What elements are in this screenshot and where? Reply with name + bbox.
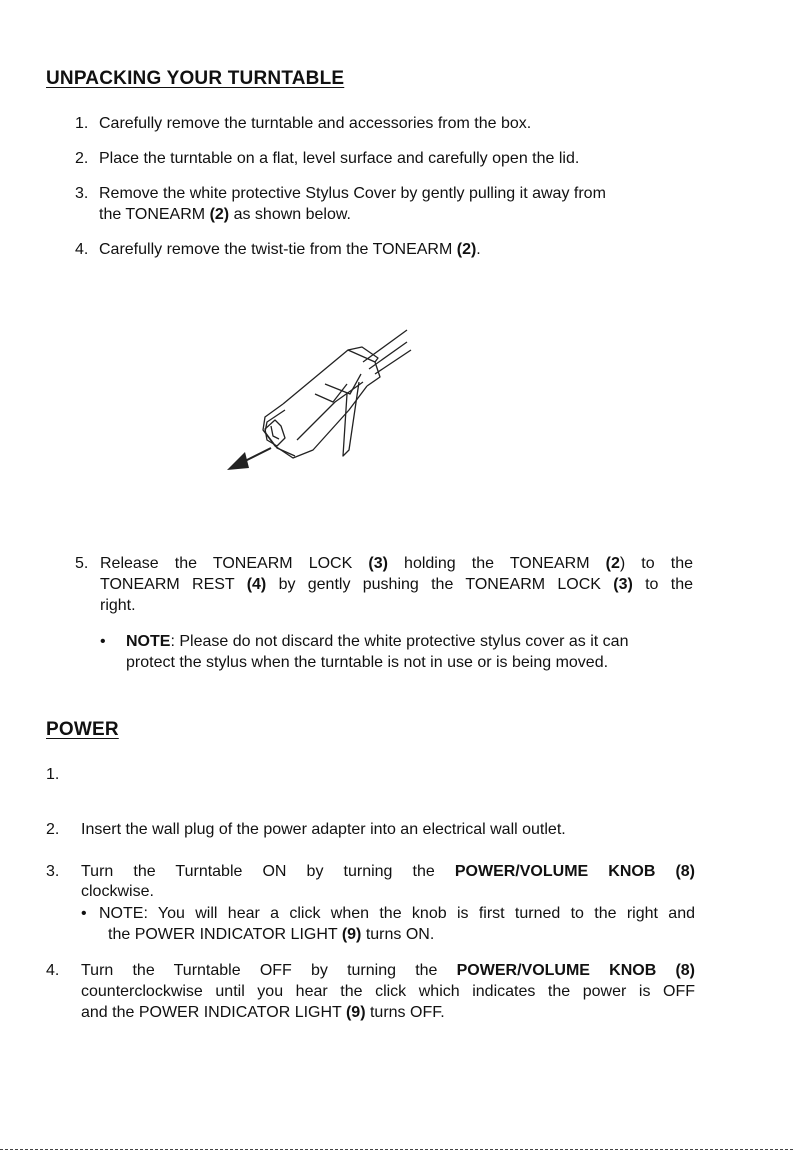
step-number: 2.: [46, 821, 60, 838]
note-line-2: protect the stylus when the turntable is not in use or is being moved.: [126, 654, 609, 671]
stylus-cover-removal-icon: [215, 322, 415, 477]
step-text-line-1: Release the TONEARM LOCK (3) holding the TONEARM (2) to the: [100, 555, 694, 572]
note-line-1: NOTE: Please do not discard the white protective stylus cover as it can: [126, 633, 629, 650]
page-bottom-rule: [0, 1149, 793, 1150]
step-number: 1.: [46, 766, 60, 783]
power-heading: POWER: [46, 719, 119, 740]
note-line-2: the POWER INDICATOR LIGHT (9) turns ON.: [108, 926, 435, 943]
power-step-2: [46, 819, 696, 840]
unpacking-step-5: [75, 553, 693, 616]
step-number: 2.: [75, 150, 89, 167]
step-number: 3.: [46, 863, 60, 880]
stylus-cover-figure: [215, 322, 415, 477]
step-text-line-3: and the POWER INDICATOR LIGHT (9) turns OFF.: [81, 1004, 445, 1021]
note-line-1: NOTE: You will hear a click when the knob is first turned to the right and: [99, 905, 695, 922]
step-text-line-2: TONEARM REST (4) by gently pushing the TONEARM LOCK (3) to the: [100, 576, 693, 593]
unpacking-note: [100, 631, 695, 673]
unpacking-step-3: [75, 183, 695, 225]
step-text-line-1: Remove the white protective Stylus Cover by gently pulling it away from: [99, 185, 606, 202]
step-text-line-2: counterclockwise until you hear the click which indicates the power is OFF: [81, 983, 695, 1000]
power-step-4: [46, 960, 695, 1023]
step-number: 4.: [46, 962, 60, 979]
step-number: 4.: [75, 241, 89, 258]
step-number: 1.: [75, 115, 89, 132]
unpacking-heading: UNPACKING YOUR TURNTABLE: [46, 68, 345, 89]
step-text-line-1: Turn the Turntable OFF by turning the POWER/VOLUME KNOB (8): [81, 962, 695, 979]
step-text: Place the turntable on a flat, level surface and carefully open the lid.: [99, 150, 580, 167]
step-text-line-1: Turn the Turntable ON by turning the POWER/VOLUME KNOB (8): [81, 863, 696, 880]
step-text-line-2: clockwise.: [81, 883, 154, 900]
step-number: 5.: [75, 555, 89, 572]
power-step-1: [46, 764, 86, 785]
power-step-3: [46, 861, 695, 945]
unpacking-step-2: [75, 148, 695, 169]
step-text: Carefully remove the twist-tie from the TONEARM (2).: [99, 241, 481, 258]
step-text-line-3: right.: [100, 597, 136, 614]
step-text: Carefully remove the turntable and accessories from the box.: [99, 115, 532, 132]
step-number: 3.: [75, 185, 89, 202]
unpacking-step-4: [75, 239, 695, 260]
step-text: Insert the wall plug of the power adapter into an electrical wall outlet.: [81, 821, 566, 838]
step-text-line-2: the TONEARM (2) as shown below.: [99, 206, 351, 223]
bullet: •: [100, 633, 106, 650]
unpacking-step-1: [75, 113, 695, 134]
note-bullet: •: [81, 905, 87, 922]
